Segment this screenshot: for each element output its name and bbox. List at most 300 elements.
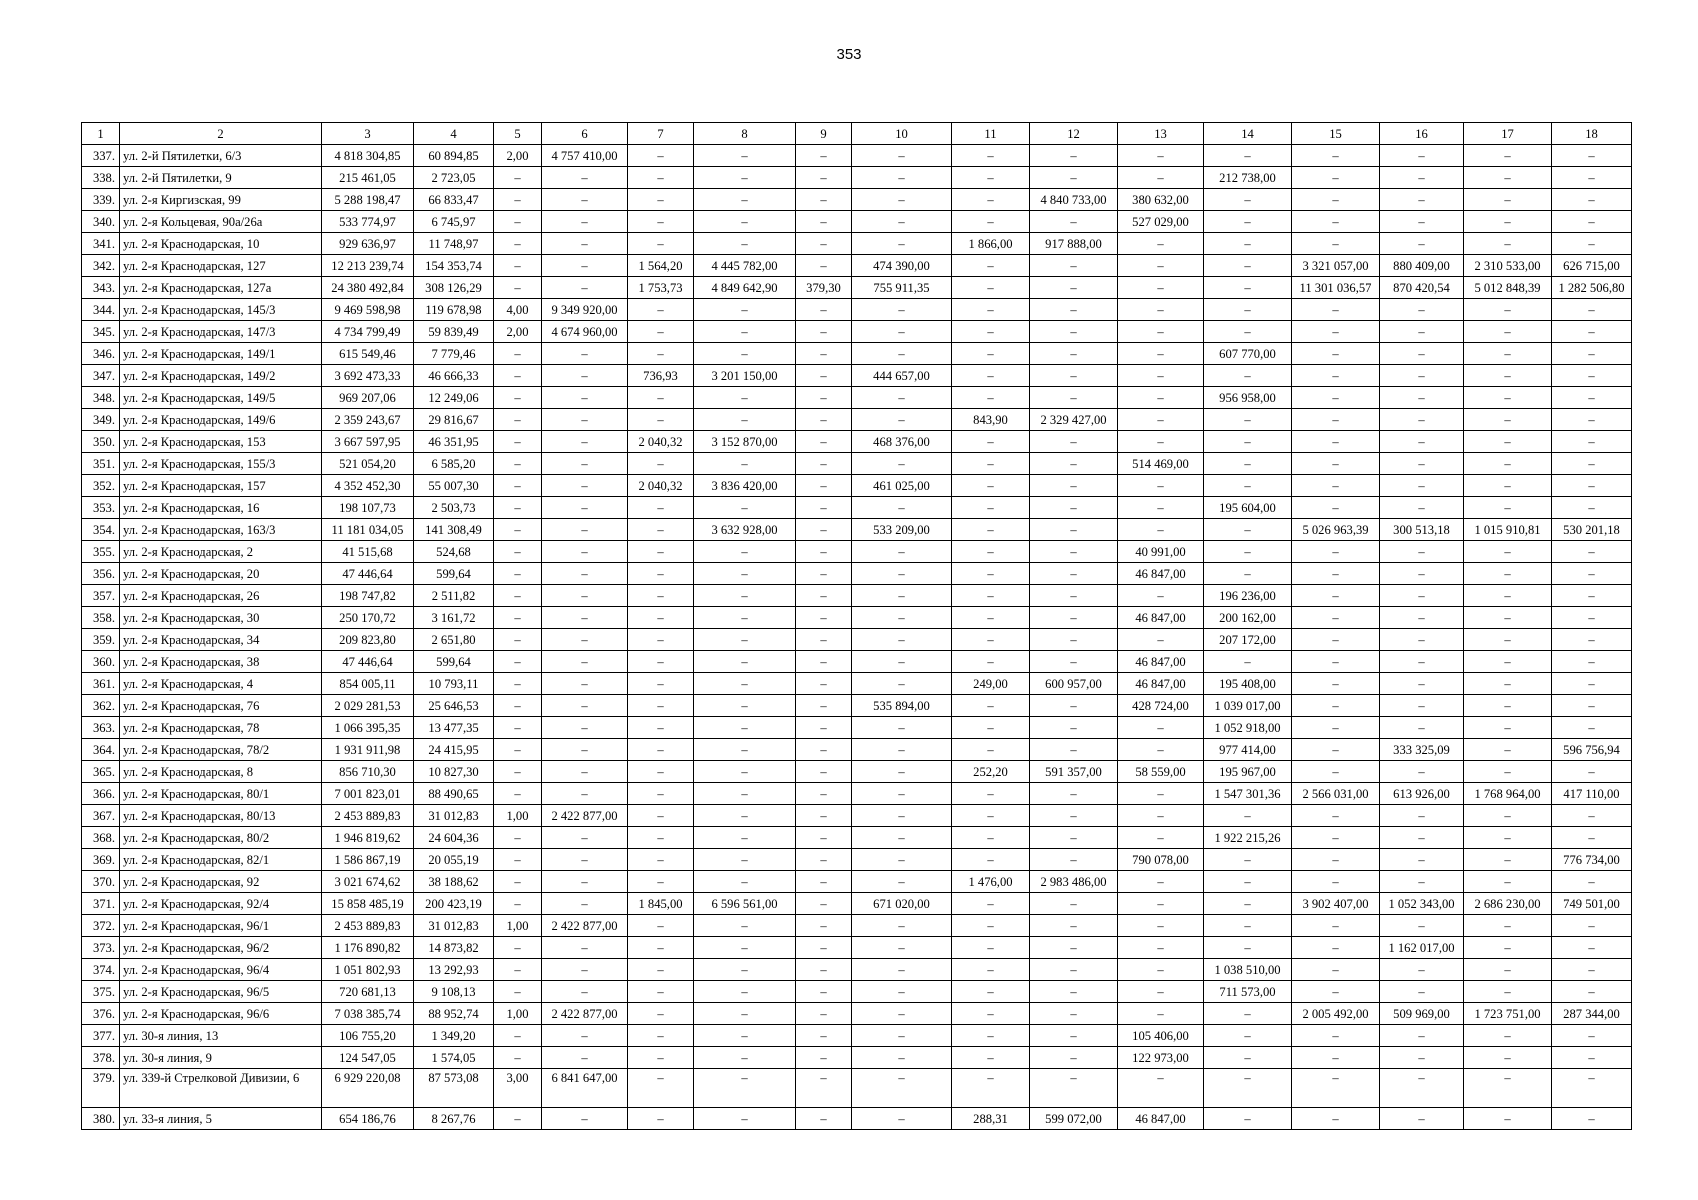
table-row: [82, 717, 1632, 739]
row-number-cell: 341.: [82, 233, 120, 255]
value-cell-col-10: –: [852, 233, 952, 255]
value-cell-col-8: –: [694, 981, 796, 1003]
value-cell-col-7: –: [628, 167, 694, 189]
value-cell-col-18: –: [1552, 629, 1632, 651]
value-cell-col-10: –: [852, 145, 952, 167]
value-cell-col-9: –: [796, 167, 852, 189]
value-cell-col-9: –: [796, 981, 852, 1003]
value-cell-col-4: 1 574,05: [414, 1047, 494, 1069]
value-cell-col-17: 1 723 751,00: [1464, 1003, 1552, 1025]
row-number-cell: 346.: [82, 343, 120, 365]
value-cell-col-7: –: [628, 1108, 694, 1130]
row-number-cell: 349.: [82, 409, 120, 431]
value-cell-col-18: –: [1552, 409, 1632, 431]
row-number-cell: 375.: [82, 981, 120, 1003]
value-cell-col-12: –: [1030, 1047, 1118, 1069]
value-cell-col-3: 250 170,72: [322, 607, 414, 629]
value-cell-col-10: –: [852, 1047, 952, 1069]
value-cell-col-5: –: [494, 365, 542, 387]
value-cell-col-10: –: [852, 343, 952, 365]
table-row: [82, 145, 1632, 167]
table-row: [82, 783, 1632, 805]
value-cell-col-17: 1 015 910,81: [1464, 519, 1552, 541]
value-cell-col-4: 14 873,82: [414, 937, 494, 959]
value-cell-col-15: –: [1292, 1025, 1380, 1047]
value-cell-col-8: –: [694, 849, 796, 871]
row-number-cell: 354.: [82, 519, 120, 541]
value-cell-col-13: –: [1118, 585, 1204, 607]
address-cell: ул. 30-я линия, 9: [120, 1047, 322, 1069]
value-cell-col-18: –: [1552, 321, 1632, 343]
value-cell-col-10: –: [852, 211, 952, 233]
value-cell-col-8: –: [694, 607, 796, 629]
address-cell: ул. 2-я Краснодарская, 80/1: [120, 783, 322, 805]
table-row: [82, 541, 1632, 563]
value-cell-col-8: 3 201 150,00: [694, 365, 796, 387]
value-cell-col-15: –: [1292, 475, 1380, 497]
address-cell: ул. 2-я Краснодарская, 96/4: [120, 959, 322, 981]
address-cell: ул. 2-я Краснодарская, 78: [120, 717, 322, 739]
value-cell-col-13: 790 078,00: [1118, 849, 1204, 871]
value-cell-col-14: –: [1204, 1025, 1292, 1047]
value-cell-col-8: 4 445 782,00: [694, 255, 796, 277]
value-cell-col-14: –: [1204, 299, 1292, 321]
value-cell-col-17: –: [1464, 387, 1552, 409]
table-body: [82, 145, 1632, 1130]
value-cell-col-11: –: [952, 519, 1030, 541]
value-cell-col-5: 4,00: [494, 299, 542, 321]
value-cell-col-12: –: [1030, 519, 1118, 541]
value-cell-col-3: 5 288 198,47: [322, 189, 414, 211]
value-cell-col-12: –: [1030, 145, 1118, 167]
value-cell-col-8: –: [694, 805, 796, 827]
value-cell-col-14: –: [1204, 805, 1292, 827]
value-cell-col-17: –: [1464, 1047, 1552, 1069]
address-cell: ул. 2-я Краснодарская, 30: [120, 607, 322, 629]
value-cell-col-17: –: [1464, 849, 1552, 871]
value-cell-col-9: –: [796, 827, 852, 849]
value-cell-col-16: –: [1380, 453, 1464, 475]
value-cell-col-9: 379,30: [796, 277, 852, 299]
value-cell-col-4: 2 723,05: [414, 167, 494, 189]
value-cell-col-10: 461 025,00: [852, 475, 952, 497]
value-cell-col-9: –: [796, 937, 852, 959]
value-cell-col-9: –: [796, 761, 852, 783]
value-cell-col-18: –: [1552, 211, 1632, 233]
value-cell-col-15: –: [1292, 585, 1380, 607]
value-cell-col-14: 711 573,00: [1204, 981, 1292, 1003]
value-cell-col-15: –: [1292, 717, 1380, 739]
value-cell-col-7: 1 753,73: [628, 277, 694, 299]
value-cell-col-5: –: [494, 211, 542, 233]
row-number-cell: 379.: [82, 1069, 120, 1108]
value-cell-col-6: –: [542, 167, 628, 189]
value-cell-col-14: 1 039 017,00: [1204, 695, 1292, 717]
value-cell-col-6: 9 349 920,00: [542, 299, 628, 321]
value-cell-col-18: –: [1552, 541, 1632, 563]
value-cell-col-14: –: [1204, 541, 1292, 563]
value-cell-col-8: –: [694, 761, 796, 783]
value-cell-col-18: –: [1552, 937, 1632, 959]
value-cell-col-16: –: [1380, 233, 1464, 255]
value-cell-col-3: 929 636,97: [322, 233, 414, 255]
value-cell-col-3: 9 469 598,98: [322, 299, 414, 321]
value-cell-col-3: 720 681,13: [322, 981, 414, 1003]
value-cell-col-8: –: [694, 145, 796, 167]
value-cell-col-17: –: [1464, 607, 1552, 629]
value-cell-col-6: –: [542, 387, 628, 409]
value-cell-col-9: –: [796, 915, 852, 937]
value-cell-col-4: 88 952,74: [414, 1003, 494, 1025]
address-cell: ул. 2-я Краснодарская, 92: [120, 871, 322, 893]
column-header-4: 4: [414, 123, 494, 145]
value-cell-col-6: –: [542, 365, 628, 387]
value-cell-col-17: –: [1464, 981, 1552, 1003]
value-cell-col-7: –: [628, 607, 694, 629]
value-cell-col-16: 1 052 343,00: [1380, 893, 1464, 915]
value-cell-col-16: –: [1380, 189, 1464, 211]
value-cell-col-6: –: [542, 893, 628, 915]
value-cell-col-18: –: [1552, 497, 1632, 519]
row-number-cell: 370.: [82, 871, 120, 893]
value-cell-col-9: –: [796, 1047, 852, 1069]
value-cell-col-6: –: [542, 563, 628, 585]
value-cell-col-17: 2 686 230,00: [1464, 893, 1552, 915]
value-cell-col-15: –: [1292, 1069, 1380, 1108]
value-cell-col-12: –: [1030, 299, 1118, 321]
value-cell-col-12: –: [1030, 387, 1118, 409]
value-cell-col-5: –: [494, 167, 542, 189]
value-cell-col-9: –: [796, 695, 852, 717]
address-cell: ул. 2-я Краснодарская, 16: [120, 497, 322, 519]
value-cell-col-3: 856 710,30: [322, 761, 414, 783]
value-cell-col-11: –: [952, 541, 1030, 563]
value-cell-col-3: 2 359 243,67: [322, 409, 414, 431]
column-header-8: 8: [694, 123, 796, 145]
row-number-cell: 337.: [82, 145, 120, 167]
value-cell-col-4: 12 249,06: [414, 387, 494, 409]
value-cell-col-16: –: [1380, 629, 1464, 651]
value-cell-col-13: –: [1118, 409, 1204, 431]
value-cell-col-13: –: [1118, 959, 1204, 981]
value-cell-col-5: 1,00: [494, 915, 542, 937]
value-cell-col-10: –: [852, 827, 952, 849]
column-header-11: 11: [952, 123, 1030, 145]
value-cell-col-7: 2 040,32: [628, 431, 694, 453]
value-cell-col-15: 11 301 036,57: [1292, 277, 1380, 299]
value-cell-col-12: –: [1030, 563, 1118, 585]
value-cell-col-18: –: [1552, 673, 1632, 695]
value-cell-col-3: 2 453 889,83: [322, 915, 414, 937]
value-cell-col-6: 2 422 877,00: [542, 915, 628, 937]
value-cell-col-10: –: [852, 1003, 952, 1025]
table-row: [82, 761, 1632, 783]
value-cell-col-7: –: [628, 783, 694, 805]
column-header-18: 18: [1552, 123, 1632, 145]
value-cell-col-13: 105 406,00: [1118, 1025, 1204, 1047]
address-cell: ул. 2-я Краснодарская, 80/2: [120, 827, 322, 849]
value-cell-col-5: –: [494, 761, 542, 783]
value-cell-col-10: –: [852, 585, 952, 607]
value-cell-col-9: –: [796, 959, 852, 981]
row-number-cell: 350.: [82, 431, 120, 453]
row-number-cell: 369.: [82, 849, 120, 871]
value-cell-col-13: –: [1118, 233, 1204, 255]
value-cell-col-12: –: [1030, 827, 1118, 849]
value-cell-col-9: –: [796, 629, 852, 651]
row-number-cell: 357.: [82, 585, 120, 607]
value-cell-col-13: –: [1118, 893, 1204, 915]
value-cell-col-6: –: [542, 233, 628, 255]
value-cell-col-3: 533 774,97: [322, 211, 414, 233]
row-number-cell: 345.: [82, 321, 120, 343]
value-cell-col-9: –: [796, 497, 852, 519]
value-cell-col-16: –: [1380, 431, 1464, 453]
value-cell-col-12: –: [1030, 739, 1118, 761]
address-cell: ул. 30-я линия, 13: [120, 1025, 322, 1047]
address-cell: ул. 2-я Краснодарская, 149/6: [120, 409, 322, 431]
value-cell-col-17: –: [1464, 1108, 1552, 1130]
table-row: [82, 1003, 1632, 1025]
row-number-cell: 376.: [82, 1003, 120, 1025]
value-cell-col-7: –: [628, 497, 694, 519]
value-cell-col-5: –: [494, 937, 542, 959]
table-row: [82, 387, 1632, 409]
value-cell-col-13: –: [1118, 1069, 1204, 1108]
value-cell-col-9: –: [796, 431, 852, 453]
row-number-cell: 364.: [82, 739, 120, 761]
value-cell-col-4: 38 188,62: [414, 871, 494, 893]
value-cell-col-11: –: [952, 981, 1030, 1003]
value-cell-col-17: –: [1464, 629, 1552, 651]
address-cell: ул. 339-й Стрелковой Дивизии, 6: [120, 1069, 322, 1108]
value-cell-col-3: 3 692 473,33: [322, 365, 414, 387]
address-cell: ул. 2-я Краснодарская, 78/2: [120, 739, 322, 761]
value-cell-col-5: –: [494, 607, 542, 629]
value-cell-col-3: 521 054,20: [322, 453, 414, 475]
value-cell-col-7: –: [628, 805, 694, 827]
value-cell-col-10: –: [852, 651, 952, 673]
value-cell-col-9: –: [796, 673, 852, 695]
value-cell-col-4: 308 126,29: [414, 277, 494, 299]
value-cell-col-17: –: [1464, 937, 1552, 959]
table-row: [82, 453, 1632, 475]
value-cell-col-4: 25 646,53: [414, 695, 494, 717]
value-cell-col-4: 20 055,19: [414, 849, 494, 871]
value-cell-col-18: –: [1552, 1025, 1632, 1047]
value-cell-col-10: –: [852, 981, 952, 1003]
value-cell-col-4: 31 012,83: [414, 805, 494, 827]
value-cell-col-10: –: [852, 761, 952, 783]
value-cell-col-10: –: [852, 783, 952, 805]
value-cell-col-15: –: [1292, 1108, 1380, 1130]
value-cell-col-8: 4 849 642,90: [694, 277, 796, 299]
table-row: [82, 277, 1632, 299]
value-cell-col-8: –: [694, 387, 796, 409]
value-cell-col-6: –: [542, 255, 628, 277]
value-cell-col-9: –: [796, 717, 852, 739]
value-cell-col-17: –: [1464, 585, 1552, 607]
value-cell-col-10: –: [852, 871, 952, 893]
value-cell-col-3: 47 446,64: [322, 563, 414, 585]
value-cell-col-15: –: [1292, 431, 1380, 453]
row-number-cell: 340.: [82, 211, 120, 233]
row-number-cell: 362.: [82, 695, 120, 717]
value-cell-col-7: –: [628, 211, 694, 233]
value-cell-col-16: –: [1380, 365, 1464, 387]
row-number-cell: 359.: [82, 629, 120, 651]
value-cell-col-9: –: [796, 475, 852, 497]
table-row: [82, 849, 1632, 871]
value-cell-col-17: –: [1464, 211, 1552, 233]
value-cell-col-16: –: [1380, 1069, 1464, 1108]
value-cell-col-16: –: [1380, 607, 1464, 629]
value-cell-col-16: –: [1380, 915, 1464, 937]
value-cell-col-7: –: [628, 651, 694, 673]
value-cell-col-17: –: [1464, 343, 1552, 365]
value-cell-col-11: –: [952, 849, 1030, 871]
value-cell-col-12: –: [1030, 321, 1118, 343]
table-row: [82, 607, 1632, 629]
value-cell-col-9: –: [796, 805, 852, 827]
value-cell-col-13: –: [1118, 871, 1204, 893]
table-row: [82, 937, 1632, 959]
address-cell: ул. 2-я Краснодарская, 153: [120, 431, 322, 453]
value-cell-col-14: –: [1204, 453, 1292, 475]
value-cell-col-14: –: [1204, 475, 1292, 497]
value-cell-col-17: –: [1464, 761, 1552, 783]
value-cell-col-14: –: [1204, 651, 1292, 673]
value-cell-col-10: –: [852, 849, 952, 871]
table-row: [82, 871, 1632, 893]
value-cell-col-4: 11 748,97: [414, 233, 494, 255]
value-cell-col-11: –: [952, 739, 1030, 761]
row-number-cell: 347.: [82, 365, 120, 387]
value-cell-col-17: –: [1464, 189, 1552, 211]
table-row: [82, 695, 1632, 717]
value-cell-col-5: –: [494, 783, 542, 805]
column-header-15: 15: [1292, 123, 1380, 145]
value-cell-col-10: –: [852, 299, 952, 321]
value-cell-col-13: 122 973,00: [1118, 1047, 1204, 1069]
value-cell-col-3: 3 667 597,95: [322, 431, 414, 453]
value-cell-col-6: –: [542, 189, 628, 211]
value-cell-col-15: –: [1292, 915, 1380, 937]
row-number-cell: 353.: [82, 497, 120, 519]
value-cell-col-6: –: [542, 211, 628, 233]
value-cell-col-8: 3 152 870,00: [694, 431, 796, 453]
value-cell-col-18: –: [1552, 607, 1632, 629]
address-cell: ул. 2-я Краснодарская, 96/6: [120, 1003, 322, 1025]
value-cell-col-15: –: [1292, 651, 1380, 673]
value-cell-col-14: 195 967,00: [1204, 761, 1292, 783]
value-cell-col-8: 3 836 420,00: [694, 475, 796, 497]
address-cell: ул. 2-я Краснодарская, 26: [120, 585, 322, 607]
value-cell-col-10: 533 209,00: [852, 519, 952, 541]
table-row: [82, 431, 1632, 453]
address-cell: ул. 33-я линия, 5: [120, 1108, 322, 1130]
value-cell-col-11: –: [952, 1025, 1030, 1047]
table-row: [82, 365, 1632, 387]
value-cell-col-13: –: [1118, 739, 1204, 761]
table-row: [82, 343, 1632, 365]
value-cell-col-18: –: [1552, 1047, 1632, 1069]
value-cell-col-7: –: [628, 541, 694, 563]
table-row: [82, 409, 1632, 431]
address-cell: ул. 2-я Краснодарская, 2: [120, 541, 322, 563]
value-cell-col-12: –: [1030, 651, 1118, 673]
value-cell-col-7: –: [628, 189, 694, 211]
value-cell-col-5: –: [494, 629, 542, 651]
value-cell-col-13: 40 991,00: [1118, 541, 1204, 563]
table-row: [82, 519, 1632, 541]
value-cell-col-13: –: [1118, 321, 1204, 343]
value-cell-col-5: 1,00: [494, 1003, 542, 1025]
value-cell-col-16: –: [1380, 299, 1464, 321]
value-cell-col-10: –: [852, 805, 952, 827]
value-cell-col-4: 6 585,20: [414, 453, 494, 475]
value-cell-col-4: 24 415,95: [414, 739, 494, 761]
value-cell-col-5: –: [494, 1108, 542, 1130]
value-cell-col-13: –: [1118, 1003, 1204, 1025]
value-cell-col-4: 1 349,20: [414, 1025, 494, 1047]
value-cell-col-18: –: [1552, 915, 1632, 937]
value-cell-col-9: –: [796, 651, 852, 673]
value-cell-col-14: 207 172,00: [1204, 629, 1292, 651]
value-cell-col-5: –: [494, 233, 542, 255]
value-cell-col-13: –: [1118, 805, 1204, 827]
value-cell-col-14: –: [1204, 277, 1292, 299]
value-cell-col-10: –: [852, 1108, 952, 1130]
value-cell-col-15: –: [1292, 871, 1380, 893]
value-cell-col-17: –: [1464, 1025, 1552, 1047]
value-cell-col-17: 2 310 533,00: [1464, 255, 1552, 277]
value-cell-col-16: –: [1380, 827, 1464, 849]
row-number-cell: 342.: [82, 255, 120, 277]
value-cell-col-11: 249,00: [952, 673, 1030, 695]
table-row: [82, 629, 1632, 651]
value-cell-col-9: –: [796, 1108, 852, 1130]
value-cell-col-17: –: [1464, 915, 1552, 937]
value-cell-col-5: –: [494, 849, 542, 871]
value-cell-col-9: –: [796, 871, 852, 893]
value-cell-col-12: 2 983 486,00: [1030, 871, 1118, 893]
value-cell-col-13: 46 847,00: [1118, 607, 1204, 629]
value-cell-col-13: –: [1118, 937, 1204, 959]
value-cell-col-7: 1 564,20: [628, 255, 694, 277]
value-cell-col-16: –: [1380, 541, 1464, 563]
table-row: [82, 321, 1632, 343]
value-cell-col-13: 46 847,00: [1118, 651, 1204, 673]
value-cell-col-15: –: [1292, 387, 1380, 409]
value-cell-col-4: 10 793,11: [414, 673, 494, 695]
address-cell: ул. 2-я Краснодарская, 92/4: [120, 893, 322, 915]
value-cell-col-18: 1 282 506,80: [1552, 277, 1632, 299]
value-cell-col-8: –: [694, 1108, 796, 1130]
address-cell: ул. 2-я Краснодарская, 127: [120, 255, 322, 277]
column-header-10: 10: [852, 123, 952, 145]
address-cell: ул. 2-й Пятилетки, 9: [120, 167, 322, 189]
value-cell-col-12: –: [1030, 453, 1118, 475]
table-row: [82, 585, 1632, 607]
value-cell-col-8: –: [694, 783, 796, 805]
value-cell-col-14: 195 604,00: [1204, 497, 1292, 519]
value-cell-col-3: 654 186,76: [322, 1108, 414, 1130]
value-cell-col-5: –: [494, 343, 542, 365]
value-cell-col-18: 530 201,18: [1552, 519, 1632, 541]
value-cell-col-7: –: [628, 739, 694, 761]
value-cell-col-14: –: [1204, 321, 1292, 343]
